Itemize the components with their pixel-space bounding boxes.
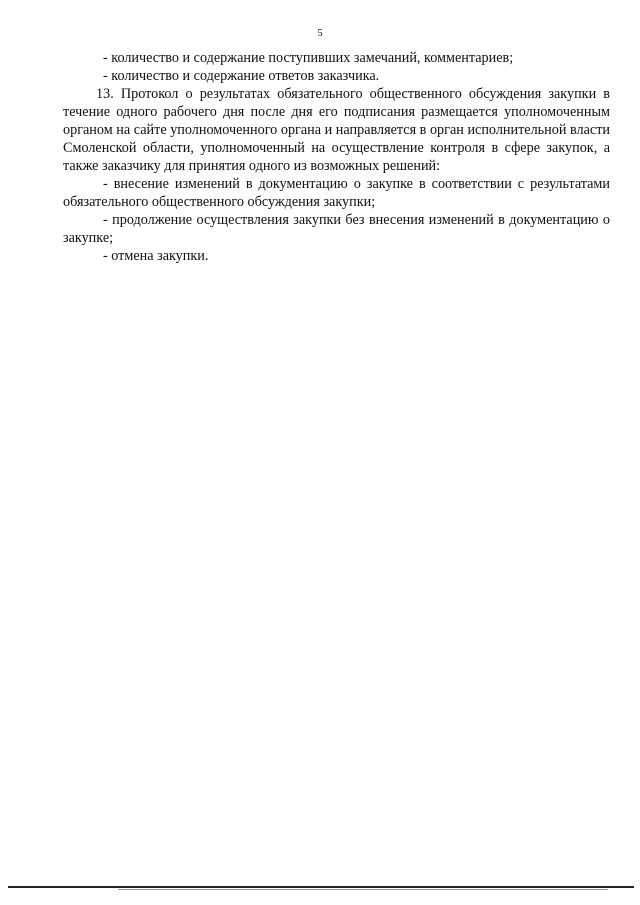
document-body bbox=[63, 49, 610, 265]
bottom-divider bbox=[8, 886, 634, 888]
page-number: 5 bbox=[317, 28, 323, 39]
list-item-answers: - количество и содержание ответов заказчика. bbox=[103, 68, 380, 84]
list-item-comments: - количество и содержание поступивших замечаний, комментариев; bbox=[103, 50, 514, 66]
paragraph-13: 13. Протокол о результатах обязательного общественного обсуждения закупки в течение одного рабочего дня после дня его подписания размещается уполномоченным органом на сайте уполномоченного органа и направляется в орган исполнительной власти Смоленской области, уполномоченный на осуществление контроля в сфере закупок, а также заказчику для принятия одного из возможных решений: bbox=[63, 86, 610, 174]
decision-option-cancel: - отмена закупки. bbox=[103, 248, 209, 264]
decision-option-continue: - продолжение осуществления закупки без внесения изменений в документацию о закупке; bbox=[63, 212, 610, 246]
decision-option-changes: - внесение изменений в документацию о закупке в соответствии с результатами обязательного общественного обсуждения закупки; bbox=[63, 176, 610, 210]
bottom-divider-thin bbox=[118, 889, 608, 890]
